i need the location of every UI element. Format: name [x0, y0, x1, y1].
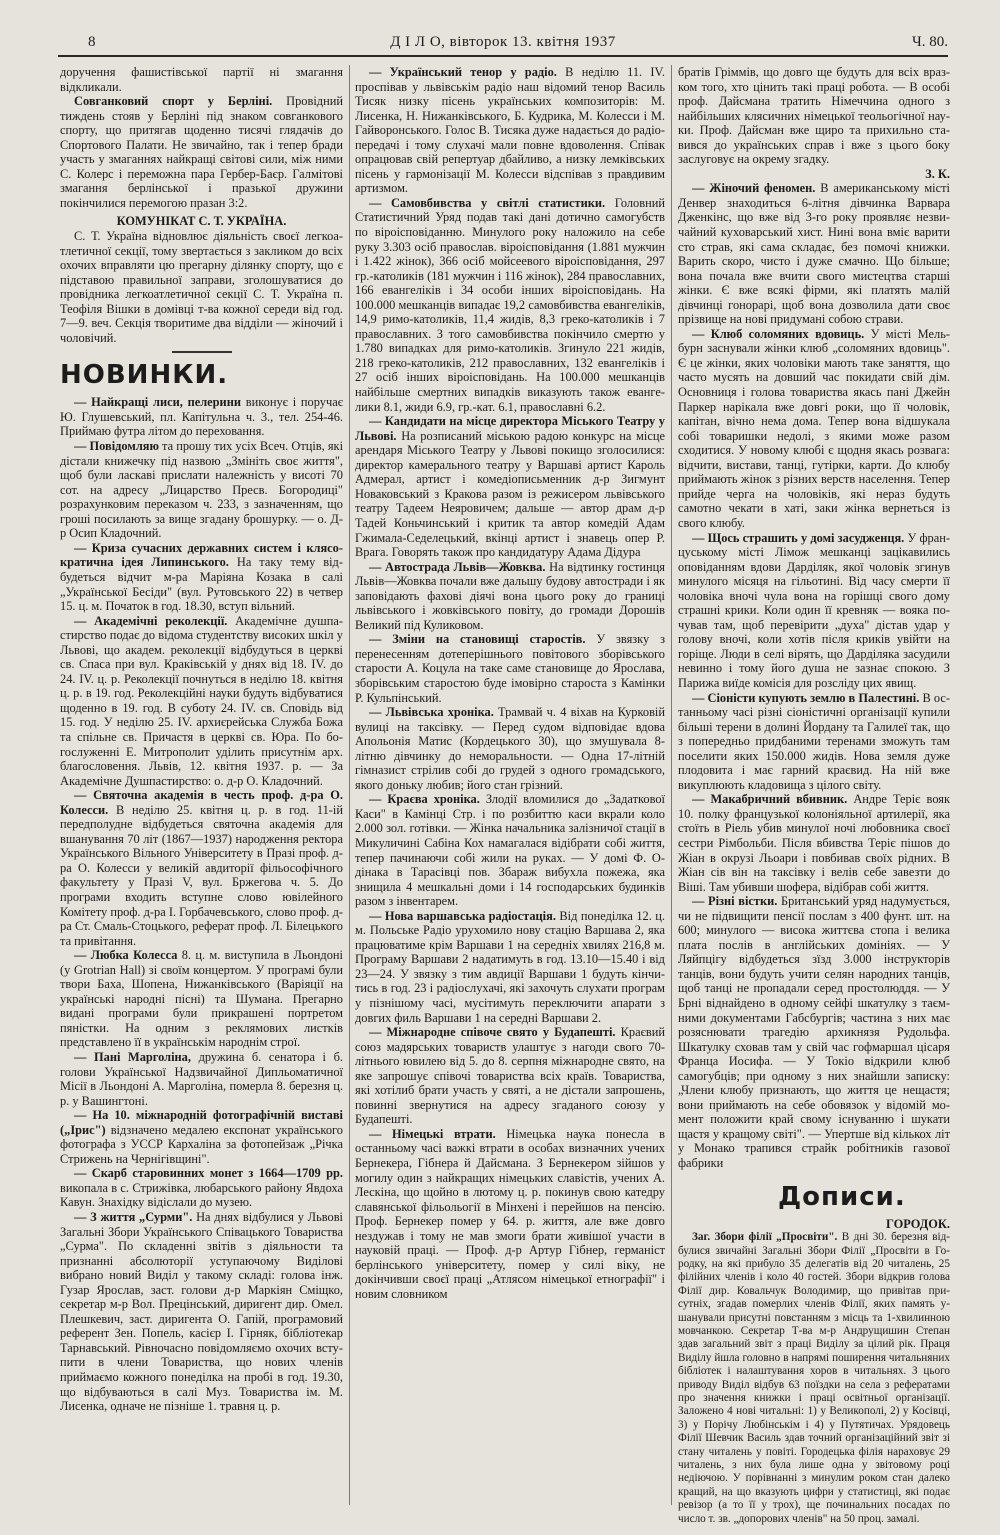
news-body: викопала в с. Стрижівка, любарського району Явдоха Кавун. Знахідку відіслали до музею.	[60, 1180, 343, 1210]
masthead-date: Д І Л О, вівторок 13. квітня 1937	[390, 34, 616, 50]
news-item	[678, 531, 950, 691]
news-item	[678, 792, 950, 894]
news-body: дружина б. сенатора і б. голови Української Надзвичайної Дипльоматичної Місії в Льондоні А. Марголіна, померла 8. березня ц. р. у Вашингтоні.	[60, 1050, 343, 1108]
news-title: — Святочна академія в честь проф. д-ра О. Колесси.	[60, 788, 343, 817]
news-title: — Різні вістки.	[692, 894, 778, 909]
news-title: — Макабричний вбивник.	[692, 792, 848, 807]
news-item	[60, 948, 343, 1050]
news-item	[678, 327, 950, 531]
news-item	[60, 1108, 343, 1166]
news-item	[355, 414, 665, 559]
news-body: 8. ц. м. виступила в Льондоні (у Grotrian Hall) зі своїм концертом. У програмі були твори Баха, Шопена, Нижанківського (Варіяції на українські народні пісні) та Шумана. Прегарно видані програми були прикрашені портретом пяністки. На одним з реклямових листків представлено її в українськім народнім строї.	[60, 948, 343, 1050]
komunikat-body: С. Т. Україна відновлює діяльність своєї легкоатлетичної секції, тому звертається з закликом до всіх охочих вправляти цю прегарну ділянку спорту, що є підставою правильної заправи, зголошуватися до провідника легкоатлетичної секції С. Т. Україна п. Теофіля Вішки в домівці т-ва кожної середи від год. 7—9. веч. Секція творитиме два відділи — жіночий і чоловічий.	[60, 229, 343, 345]
news-title: — Автострада Львів—Жовква.	[369, 559, 546, 574]
news-title: — Кандидати на місце директора Міського Театру у Львові.	[355, 414, 665, 443]
news-body: Німецька наука понесла в останньому часі важкі втрати в особах визначних учених Бернекера, Гібнера й Дайсмана. З Бернекером зійшов у могилу один з найкращих німецьких славістів, учених А. Лескіна, що щойно в лютому ц. р. покинув свою катедру славянської фільольогії в Мінхені і перейшов на пенсію. Проф. Бернекер помер у 64. р. життя, але вже довго нездужав і тому не мав змоги брати живішої участи в науковій праці. — Проф. д-р Артур Гібнер, германіст берлінського університету, помер у силі віку, не докінчивши своєї праці „Атлясом німецької етнографії" і новим словником	[355, 1126, 665, 1301]
news-body: Головний Статистичний Уряд подав такі дані дотично самогубств по віроісповіданню. Минулого року наложило на себе руку 3.303 осіб православ. віроісповідання (1.881 мужчин і 1.422 жінок), 366 осіб мойсеевого віроісповідання, 297 гр.-католиків (181 мужчин і 116 жінок), 284 православних, 166 евангеліків і 34 особи інших віроісповідань. На 100.000 мешканців випадає 19,2 самовбивства евангеліків, 14,9 римо-католиків, 11,4 жидів, 8,3 греко-католиків і 7 православних. З того самовбивства покінчило смертю у 1.780 випадках для римо-католиків. Згинуло 221 жидів, 218 греко-католиків, 212 православних, 132 евангеліків і 27 осіб інших віроісповідань. На 100.000 мешканців найбільше смертних випадків виказують також евангелики 8.1, жиди 6.9, гр.-кат. 6.1, православні 6.2.	[355, 195, 665, 414]
article-title: Совганковий спорт у Берліні.	[74, 94, 273, 109]
news-title: — Жіночий феномен.	[692, 181, 816, 196]
news-item	[60, 788, 343, 948]
news-title: — З життя „Сурми".	[74, 1210, 193, 1225]
news-body: На відтинку гостинця Львів—Жовква почали вже дальшу будову автостради і як заповідають фахові діячі вона цього року до границі львівського і жовківського повіту, до громади Дорошів Великий під Куликовом.	[355, 559, 665, 632]
news-item	[355, 560, 665, 633]
news-body: В останньому часі різні сіоністичні організації купили більші терени в долині Йордану та Галилеї так, що з попередньо придбаними теренами зможуть там поселити яких 150.000 жидів. Нова земля дуже плодовита і має гарний краєвид. На ній вже викуплюють кладовища з цілого світу.	[678, 690, 950, 792]
news-body: та прошу тих усіх Всеч. Отців, які дістали книжечку під назвою „Змініть своє життя", щоб були ласкаві прислати належність у висоті 70 сот. на адресу „Лицарство Пресв. Богородиці" розрахунковим переказом ч. 233, з зазначенням, що гроші посилають за вище згадану брошурку. — о. Д-р Осип Кладочний.	[60, 439, 343, 541]
section-heading-novynky: НОВИНКИ.	[60, 360, 229, 391]
news-body: У місті Мельбурн заснували жінки клюб „соломяних вдовиць". Є це жінки, яких чоловіки мають таке заняття, що часто мусять на довший час покидати свій дім. Основниця і голова товариства якась пані Джейн Паркер нарікала вже довгі роки, що її чоловік, капітан, вічно нема дома. Тепер вона відшукала собі товаришки недолі, з якими може разом сходитися. У новому клюбі є щодня якась розвага: відчити, вистави, танці, гутірки, карти. До клюбу приймають жінок з різних верств населення. Тепер прийде черга на чоловіків, які нераз будуть самотно чекати в хаті, заки жінка вернеться із свого клюбу.	[678, 326, 950, 530]
news-item	[678, 691, 950, 793]
section-heading-dopysy: Дописи.	[778, 1181, 906, 1212]
news-title: — Скарб старовинних монет з 1664—1709 рр.	[74, 1166, 343, 1181]
news-title: — Львівська хроніка.	[369, 705, 494, 720]
komunikat-heading: КОМУНІКАТ С. Т. УКРАЇНА.	[116, 214, 287, 229]
news-item	[355, 705, 665, 792]
news-item	[355, 196, 665, 414]
news-body: В американському місті Денвер знаходиться 6-літня дівчинка Варвара Дженкінс, що вже від 3-го року проявляє незвичайний куховарський хист. Нині вона вміє варити сто страв, які сама складає, без помочі книжки. Варить скоро, чисто і дуже смачно. Що більше; вона почала вже вчити свого мистецтва старші жінки. Є вже всякі фірми, які платять малій дівчинці гонорарі, щоб вона дозволила дати своє прізвище на нові придумані собою страви.	[678, 181, 950, 327]
news-item	[60, 541, 343, 614]
news-item	[678, 894, 950, 1170]
news-body: В дні 30. березня відбулися звичайні Загальні Збори Філії „Просвіти в Городку, на які прибуло 35 делегатів від 20 читалень, 25 філійних членів і коло 40 гостей. Збори відкрив голова Філії дир. Ковальчук Володимир, що привітав присутніх, згадав померлих членів Філії, яких память ушанували присутні повстанням з місць та 1-хвилинною мовчанкою. Секретар Т-ва м-р Андрущишин Степан здав загальний звіт з праці Виділу за цілий рік. Праця Виділу йшла головно в напрямі поширення читальняних бібліотек і налаштування хоров в читальнях. З цього приводу Виділ відбув 63 поїздки на села з рефератами про значення книжки і праці освітньої організації. Заложено 4 нові читальні: 1) у Великополі, 2) у Косівці, 3) у Порічу Любінськім і 4) у Путятичах. Урядовець Філії Шевчик Василь здав точний організаційний звіт зі стану читалень у повіті. Городецька філія нараховує 29 читалень, з них була лише одна у звітовому році недіючою. У порівнанні з минулим роком стан далеко кращий, на що вказують цифри у статистиці, які подає ревізор (а то її у трох), ще починальних посадах по число т. зв. „допорових членів" на 50 проц. замалі.	[678, 1231, 950, 1525]
news-title: — Найкращі лиси, пелерини	[74, 395, 241, 410]
article-body: Провідний тиждень стояв у Берліні під знаком совганкового спорту, що притягав щоденно тисячі глядачів до Спортового Палати. Не звичайно, так і тепер бради участь у змаганнях найкращі світові сили, між ними С. Колерс і переможна пара Гербер-Баєр. Галмітові змагання берлінської і празької дружини покінчилися перемогою празан 3:2.	[60, 94, 343, 210]
continued-paragraph: братів Гріммів, що довго ще будуть для всіх вразком того, хто цінить такі праці робота. — В особі проф. Дайсмана тратить Німеччина одного з найбільших клясичних німецької теольогічної науки. Проф. Дайсман вже щиро та прихильно ставився до українських справ і вже з цього боку заслуговує на окрему згадку.	[678, 65, 950, 167]
news-item	[678, 181, 950, 326]
news-title: — Криза сучасних державних систем і клясократична ідея Липинського.	[60, 540, 343, 570]
news-item	[355, 1025, 665, 1127]
column-2	[355, 65, 665, 1505]
news-title: — Клюб соломяних вдовиць.	[692, 326, 865, 341]
column-3	[678, 65, 950, 1535]
news-body: На таку тему відбудеться відчит м-ра Маріяна Козака в салі „Української Бесіди" (вул. Рутовського 22) в четвер 15. ц. м. Початок в год. 18.30, вступ вільний.	[60, 555, 343, 614]
news-title: — Український тенор у радіо.	[369, 65, 557, 79]
news-item	[355, 909, 665, 1025]
news-item	[60, 439, 343, 541]
news-item	[355, 632, 665, 705]
divider	[172, 351, 232, 353]
news-body: виконує і поручає Ю. Глушевський, пл. Капітульна ч. 3., тел. 254-46. Приймаю футра літом до переховання.	[60, 395, 343, 439]
news-title: — Краєва хроніка.	[369, 792, 480, 807]
news-body: Від понеділка 12. ц. м. Польське Радіо урухомило нову стацію Варшава 2, яка працюватиме крім Варшави 1 на середніх хвилях 216,8 м. Програму Варшави 2 надатимуть в год. 13.10—15.40 і від 23—24. У звязку з тим авдиції Варшави 1 будуть кінчитись в год. 23 і радіослухачі, які захочуть слухати програм у пізнішому часі, мусітимуть переключити апарати з довгих филь Варшави 1 на середні Варшави 2.	[355, 908, 665, 1025]
report-item	[678, 1231, 950, 1526]
news-body: У звязку з перенесенням дотеперішнього повітового зборівського старости А. Коцула на таке саме становище до Ярослава, зборівським старостою буде імовірно староста з Камінки Р. Кульпінський.	[355, 632, 665, 705]
news-title: — Самовбивства у світлі статистики.	[369, 195, 606, 210]
page-header	[58, 30, 948, 56]
news-body: В неділю 11. IV. проспівав у львівськім радіо наш відомий тенор Василь Тисяк низку пісень українських композиторів: М. Лисенка, Н. Нижанківського, Б. Кудрика, М. Колесси і М. Гайворонського. Голос В. Тисяка дуже надається до радіопередачі і тому слухачі мали повне вдоволення. Співак опрацював свій репертуар дбайливо, а низку лемківських пісень у гармонізації М. Колесси відспівав з правдивим артизмом.	[355, 65, 665, 196]
news-body: Британський уряд надумується, чи не підвищити пенсії послам з 400 фунт. шт. на 600; минулого — висока життєва стопа і велика плата послів в англійських домініях. — У Ляйпцігу відбудеться зїзд 3.000 інструкторів танців, вони будуть учити селян народних танців, щоб танці не пропадали серед простолюддя. — У Брні віднайдено в одному сейфі шкатулку з таємними документами Габсбургів; частина з них має розяснювати трагедію архикнязя Рудольфа. Шкатулку сховав там у свій час гофмаршал цісаря Франца Иосифа. — У Токіо відкрили клюб самогубців; при одному з них знайшли записку: „Члени клюбу признають, що життя це нещастя; вони приймають на себе обовязок у відомій момент положити край свому існуванню і шукати щастя у кращому світі". — Упертше від кількох літ у Монако трапився страйк робітників газової фабрики	[678, 894, 950, 1171]
news-title: — Любка Колесса	[74, 948, 178, 963]
news-body: відзначено медалею експонат українського фотографа з УССР Кархаліна за фотопейзаж „Річка Стрижень на Чернігівщині".	[60, 1122, 343, 1166]
column-divider-1	[349, 65, 350, 1505]
article-sport	[60, 94, 343, 210]
news-body: В неділю 25. квітня ц. р. в год. 11-ій передполудне відбудеться святочна академія для вшанування 70 літ (1867—1937) народження ректора Українського Вільного Університету в Празі проф. д-ра О. Колесси у великій авдиторії фільософічного факультету у Празі V, вул. Бржегова ч. 5. До програми входить вступне слово ювілейного Комітету проф. д-ра І. Горбачевського, слово проф. д-ра Ст. Смаль-Стоцького, реферат проф. Л. Білецького та привітання.	[60, 802, 343, 948]
news-body: Академічне душпастирство подає до відома студентству високих шкіл у Львові, що академ. реколекції відбудуться в церкві св. Спаса при вул. Краківській у днях від 18. IV. до 24. IV. ц. р. Реколекції почнуться в неділю 18. квітня ц. р. в 19. год. Реколекційні науки будуть відбуватися щоденно в 19. год. В суботу 24. IV. св. Сповідь від 15. год. У неділю 25. IV. архиєрейська Служба Божа та спільне св. Причастя в церкві св. Юра. По богослуженні Е. Митрополит уділить присутнім арх. благословення. Львів, 12. квітня 1937. р. — За Академічне Душпастирство: о. д-р О. Кладочний.	[60, 613, 343, 788]
news-body: Трамвай ч. 4 віхав на Курковій вулиці на таксівку. — Перед судом відповідає вдова Апольонія Матис (Кордецького 30), що змушувала 8-літню дівчинку до неморальности. — Одна 17-літній гімназист стрілив собі до грудей з одного громадського, якого доньку любив; його стан грізний.	[355, 705, 665, 792]
news-body: Андре Теріє вояк 10. полку французької колоніяльної артилерії, яка стоїть в Ріель убив минулої ночі любовника своєї сестри Рімбольби. Після вбивства Теріє пішов до Жіан в окрузі Льоари і повбивав своїх рідних. В Жіан сів він на таксівку і велів себе завезти до Віші. Там убивши шофера, відібрав собі життя.	[678, 792, 950, 894]
news-title: — На 10. міжнародній фотографічній виставі („Ірис")	[60, 1108, 343, 1137]
news-title: — Німецькі втрати.	[369, 1126, 496, 1141]
news-title: — Пані Марголіна,	[74, 1050, 191, 1064]
news-title: — Повідомляю	[74, 439, 159, 454]
news-item	[60, 614, 343, 789]
news-title: — Академічні реколекції.	[74, 613, 228, 628]
news-item	[60, 395, 343, 439]
header-rule	[58, 55, 948, 57]
news-title: — Сіоністи купують землю в Палестині.	[692, 690, 920, 705]
news-title: — Щось страшить у домі засудженця.	[692, 530, 905, 545]
author-signature: З. К.	[925, 166, 950, 181]
news-item	[60, 1050, 343, 1108]
news-body: На розписаний міською радою конкурс на місце арендаря Міського Театру у Львові покищо зголосилися: директор камерального театру у Варшаві артист Кароль Адмерал, артист і комедіописьменник д-р Зигмунт Новаковський з Кракова разом із режисером львівського театру Тадеем Неяровичем; дальше — автор драм д-р Тадей Коньчинський і критик та автор комедій Адам Гжимала-Седелецький, вкінці артист і знавець опер Р. Врага. Говорять також про кандидатуру Адама Дідура	[355, 428, 665, 560]
news-item	[355, 1127, 665, 1302]
news-body: У француському місті Лімож мешканці зацікавились оповіданням вдови Дарділяк, якої чоловік згинув минулого місяця на гільотині. Від часу смерти її чоловіка вночі чула вона на горішці свого дому страшні крики. Коли один її кревняк — вояка почував там, щоб перевірити „духа" дістав удар у голову вночі, коли хотів після криків увійти на горіще. Люди в селі вірять, що Дарділяка засудили невинно і тому його душа не зазнає спокою. З Парижа виїде комісія для розсліду цих явищ.	[678, 530, 950, 690]
place-heading: ГОРОДОК.	[886, 1216, 950, 1231]
news-title: Заг. Збори філії „Просвіти".	[692, 1231, 838, 1244]
news-body: На днях відбулися у Львові Загальні Збори Українського Співацького Товариства „Сурма". По складенні звітів з діяльности та признанні абсолюторії уступаючому Виділові вибрано новий Виділ у такому складі: голова інж. Гузар Ярослав, заст. голови д-р Маркіян Сміщко, секретар м-р Вол. Прецінський, диригент дир. Омел. Плешкевич, заст. диригента О. Гапій, програмовий референт Зен. Попель, касієр І. Гірняк, бібліотекар Тарнавський. Рівночасно повідомляємо охочих вступити в члени Товариства, що нових членів приймаємо кожного понеділка на пробі в год. 19.30, що відбуваються в салі Муз. Товариства ім. М. Лисенка, одначе не пізніше 1. травня ц. р.	[60, 1210, 343, 1414]
column-1	[60, 65, 343, 1505]
column-divider-2	[671, 65, 672, 1505]
news-item	[60, 1210, 343, 1414]
news-title: — Зміни на становищі старостів.	[369, 632, 586, 647]
news-item	[355, 792, 665, 908]
news-title: — Міжнародне співоче свято у Будапешті.	[369, 1025, 616, 1040]
news-body: Злодії вломилися до „Задаткової Каси" в Камінці Стр. і по розбиттю каси вкрали коло 2.000 зол. готівки. — Жінка начальника залізничої стації в Микуличині Сабіна Кох намагалася відібрати собі життя, тепер пачинаючи собі жили на руках. — У домі Ф. Одінака в Тарасівці пов. Збараж вибухла пожежа, яка знищила 4 мешкальні доми і 14 господарських будинків разом з інвентарем.	[355, 792, 665, 909]
issue-number: Ч. 80.	[912, 34, 948, 50]
page-number: 8	[88, 34, 96, 50]
news-body: Краєвий союз мадярських товариств улаштує з нагоди свого 70-літнього ювилею від 5. до 8. серпня міжнародне свято, на яке запрошує співочі товариства всіх країв. Товариства, які хотілиб брати участь у святі, а не дістали запрошень, повинні звернутися на адресу згаданого союзу у Будапешті.	[355, 1025, 665, 1127]
continued-paragraph: доручення фашистівської партії ні змагання відкликали.	[60, 65, 343, 94]
news-title: — Нова варшавська радіостація.	[369, 908, 556, 923]
news-item	[355, 65, 665, 196]
news-item	[60, 1166, 343, 1210]
